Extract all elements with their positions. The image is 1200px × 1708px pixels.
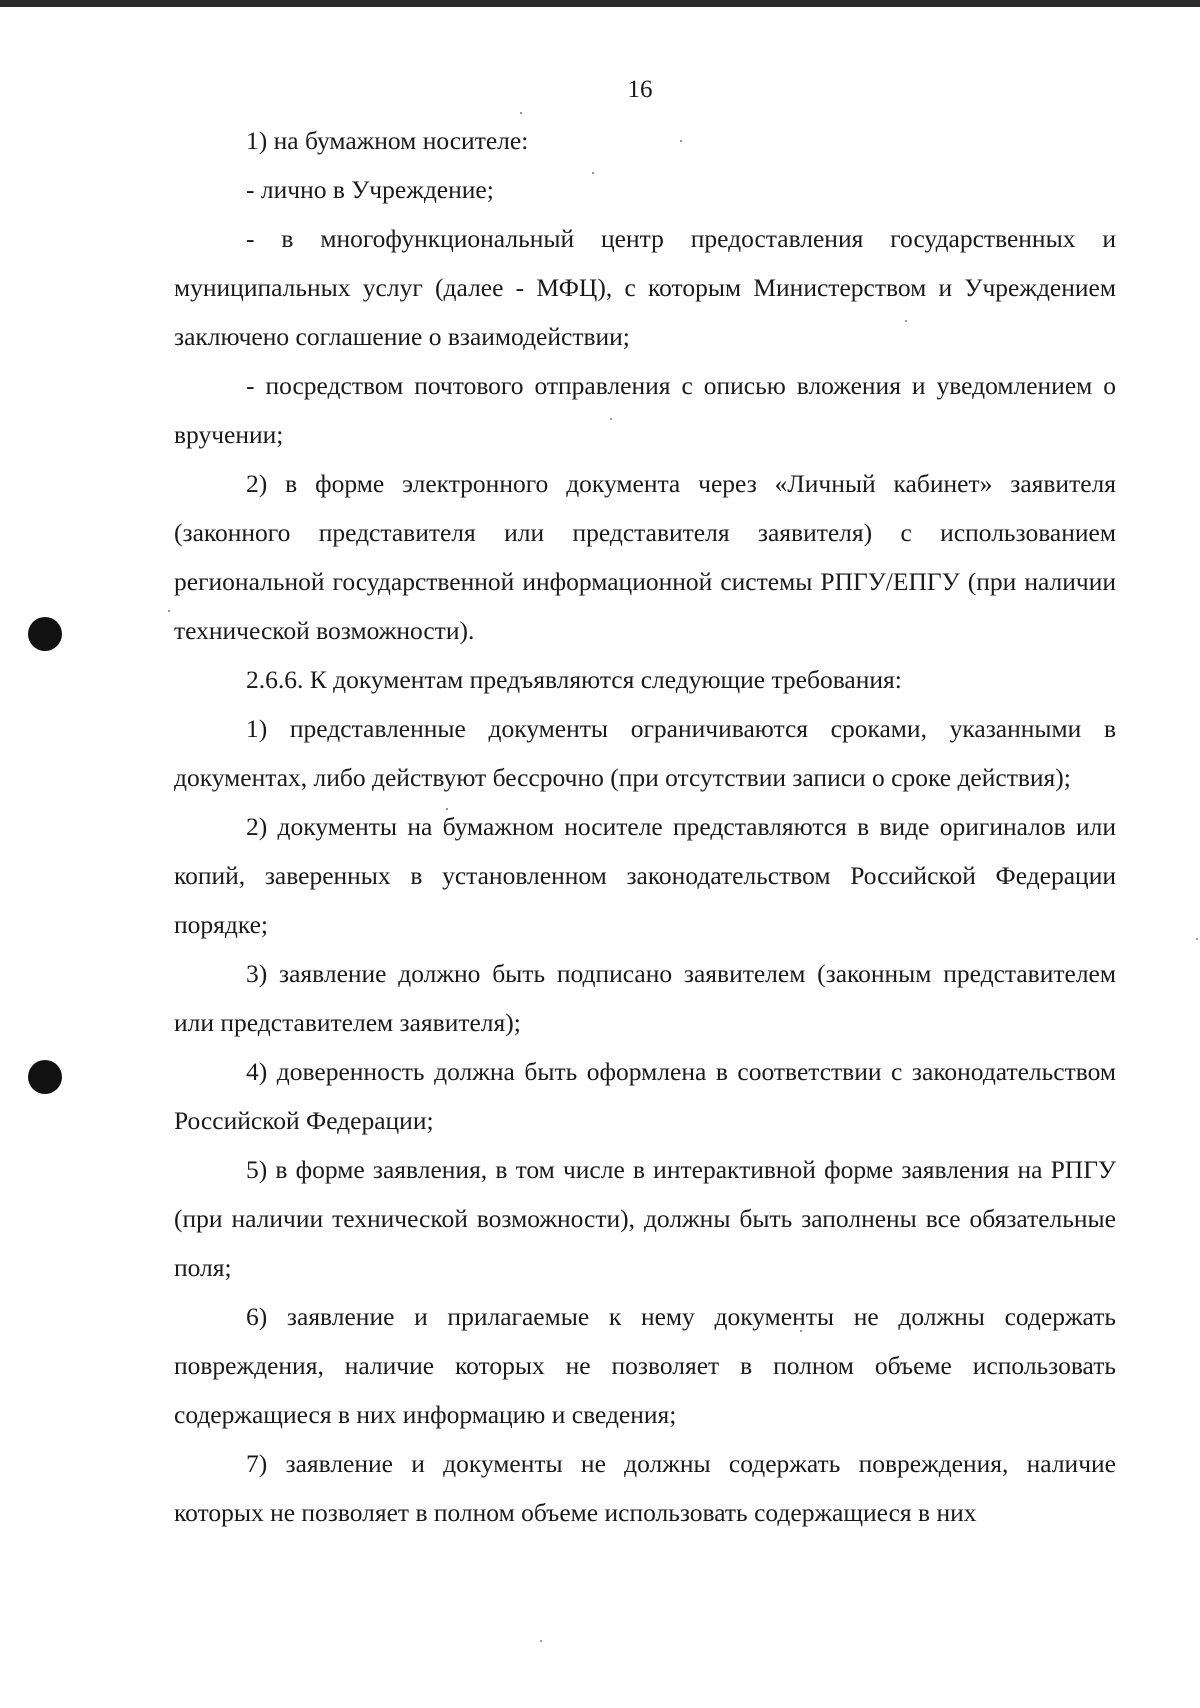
paragraph-electronic: 2) в форме электронного документа через «Личный кабинет» заявителя (законного представителя или представителя заявителя) с использованием региональной государственной информационной системы РПГУ/ЕПГУ (при наличии технической возможности). [174,469,1116,645]
scan-top-edge [0,0,1200,7]
paragraph-section-heading: 2.6.6. К документам предъявляются следующие требования: [246,665,902,694]
paragraph-mfc: - в многофункциональный центр предоставления государственных и муниципальных услуг (далее - МФЦ), с которым Министерством и Учреждением заключено соглашение о взаимодействии; [174,224,1116,351]
paragraph-requirement-1: 1) представленные документы ограничиваются сроками, указанными в документах, либо действуют бессрочно (при отсутствии записи о сроке действия); [174,714,1116,792]
page-number: 16 [627,76,653,103]
punch-hole-lower [28,1060,62,1094]
paragraph-requirement-4: 4) доверенность должна быть оформлена в соответствии с законодательством Российской Федерации; [174,1057,1116,1135]
paragraph-paper-medium: 1) на бумажном носителе: [246,126,529,155]
punch-hole-upper [28,617,62,651]
paragraph-requirement-5: 5) в форме заявления, в том числе в интерактивной форме заявления на РПГУ (при наличии технической возможности), должны быть заполнены все обязательные поля; [174,1155,1116,1282]
scan-speck [1196,938,1198,940]
paragraph-requirement-6: 6) заявление и прилагаемые к нему документы не должны содержать повреждения, наличие которых не позволяет в полном объеме использовать содержащиеся в них информацию и сведения; [174,1302,1116,1429]
paragraph-postal: - посредством почтового отправления с описью вложения и уведомлением о вручении; [174,371,1116,449]
scan-speck [520,112,522,114]
paragraph-in-person: - лично в Учреждение; [246,175,494,204]
scan-speck [168,610,170,612]
scan-speck [540,1640,542,1642]
paragraph-requirement-7: 7) заявление и документы не должны содержать повреждения, наличие которых не позволяет в полном объеме использовать содержащиеся в них [174,1449,1116,1527]
paragraph-requirement-3: 3) заявление должно быть подписано заявителем (законным представителем или представителем заявителя); [174,959,1116,1037]
document-body [174,116,1116,1537]
paragraph-requirement-2: 2) документы на бумажном носителе представляются в виде оригиналов или копий, заверенных в установленном законодательством Российской Федерации порядке; [174,812,1116,939]
